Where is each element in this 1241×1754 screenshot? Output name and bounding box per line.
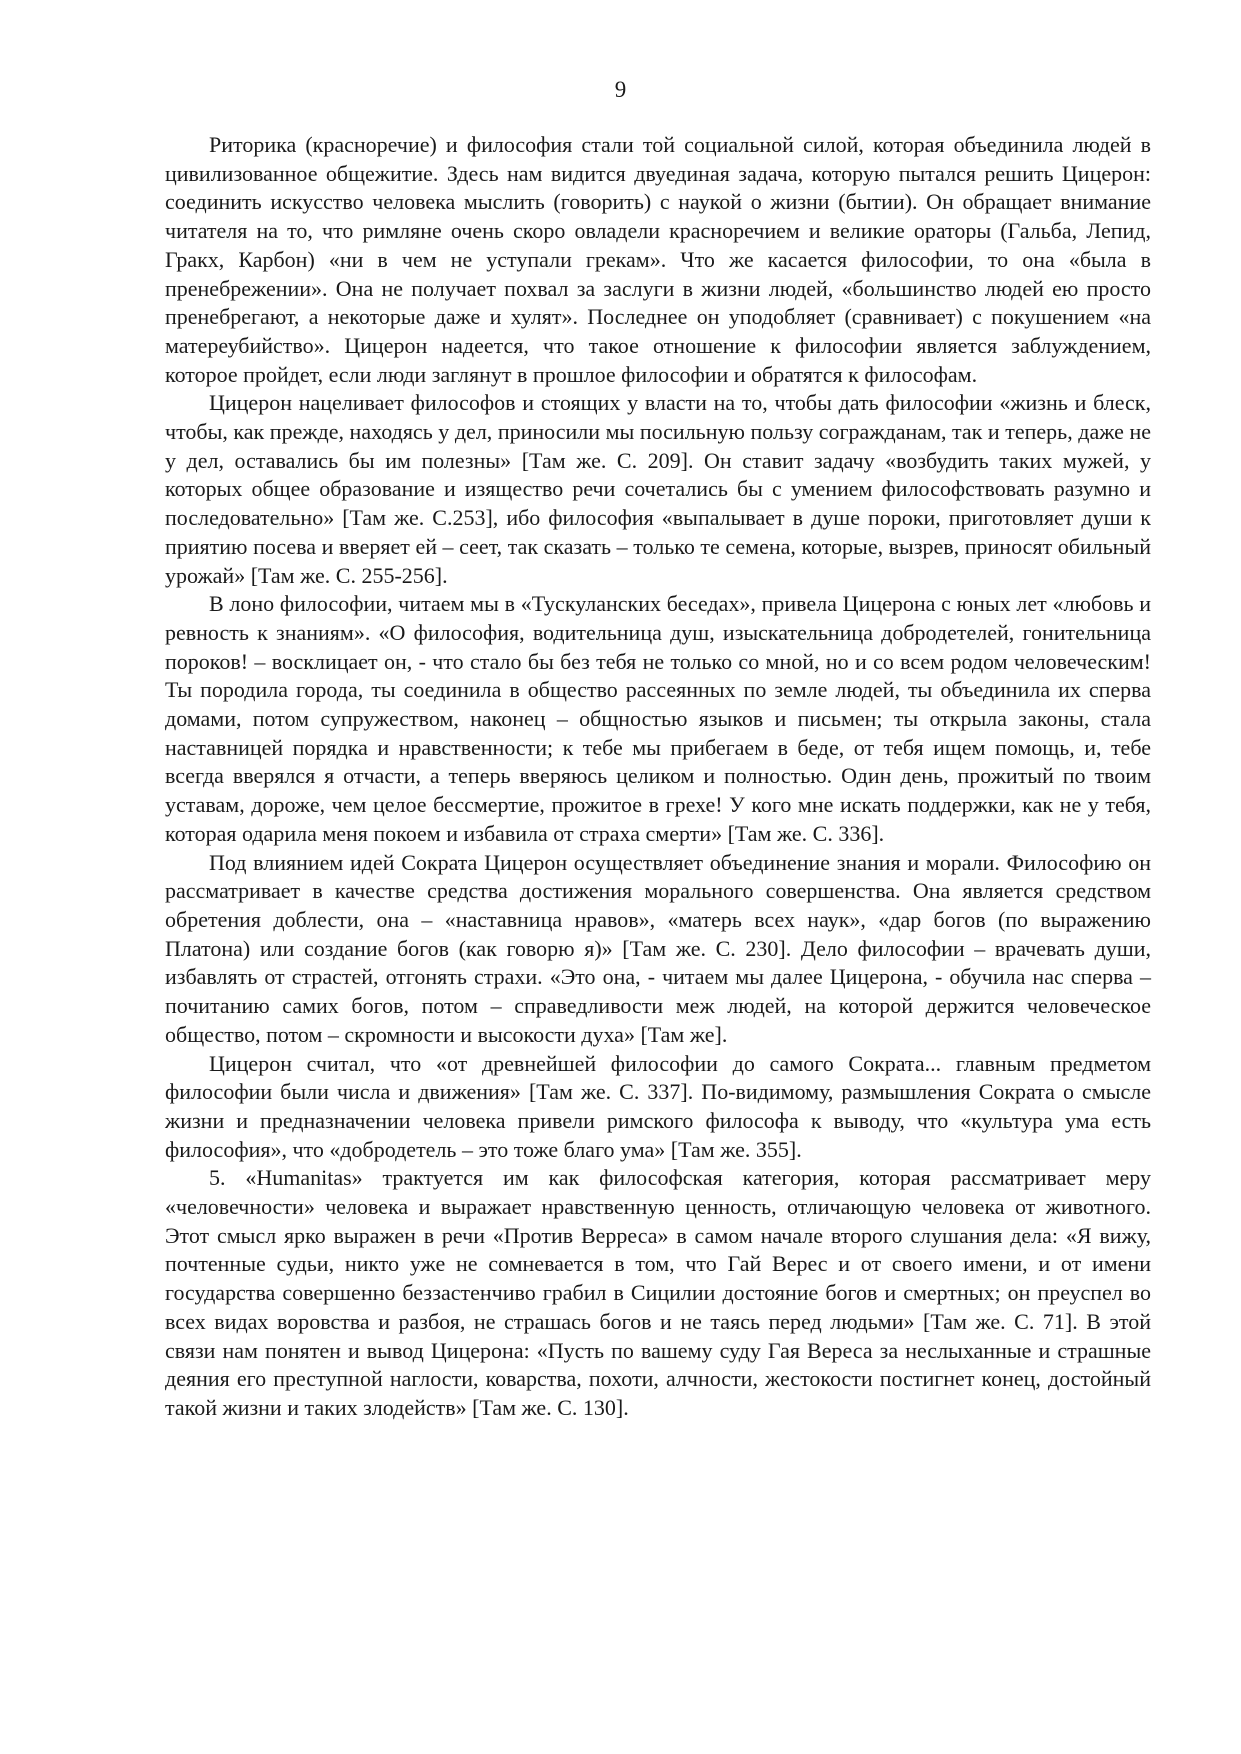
paragraph-rhetoric-and-philosophy: Риторика (красноречие) и философия стали той социальной силой, которая объединила людей в цивилизованное общежитие. Здесь нам видится двуединая задача, которую пытался решить Цицерон: соединить искусство человека мыслить (говорить) с наукой о жизни (бытии). Он обращает внимание читателя на то, что римляне очень скоро овладели красноречием и великие ораторы (Гальба, Лепид, Гракх, Карбон) «ни в чем не уступали грекам». Что же касается философии, то она «была в пренебрежении». Она не получает похвал за заслуги в жизни людей, «большинство людей ею просто пренебрегают, а некоторые даже и хулят». Последнее он уподобляет (сравнивает) с покушением «на матереубийство». Цицерон надеется, что такое отношение к философии является заблуждением, которое пройдет, если люди заглянут в прошлое философии и обратятся к философам.	[165, 132, 1151, 387]
paragraph-socrates-influence: Под влиянием идей Сократа Цицерон осуществляет объединение знания и морали. Философию он рассматривает в качестве средства достижения морального совершенства. Она является средством обретения доблести, она – «наставница нравов», «матерь всех наук», «дар богов (по выражению Платона) или создание богов (как говорю я)» [Там же. С. 230]. Дело философии – врачевать души, избавлять от страстей, отгонять страхи. «Это она, - читаем мы далее Цицерона, - обучила нас сперва – почитанию самих богов, потом – справедливости меж людей, на которой держится человеческое общество, потом – скромности и высокости духа» [Там же].	[165, 849, 1151, 1047]
paragraph-culture-of-mind: Цицерон считал, что «от древнейшей философии до самого Сократа... главным предметом философии были числа и движения» [Там же. С. 337]. По-видимому, размышления Сократа о смысле жизни и предназначении человека привели римского философа к выводу, что «культура ума есть философия», что «добродетель – это тоже благо ума» [Там же. 355].	[165, 1050, 1151, 1162]
paragraph-tusculan-disputations: В лоно философии, читаем мы в «Тускуланских беседах», привела Цицерона с юных лет «любовь и ревность к знаниям». «О философия, водительница душ, изыскательница добродетелей, гонительница пороков! – восклицает он, - что стало бы без тебя не только со мной, но и со всем родом человеческим! Ты породила города, ты соединила в общество рассеянных по земле людей, ты объединила их сперва домами, потом супружеством, наконец – общностью языков и письмен; ты открыла законы, стала наставницей порядка и нравственности; к тебе мы прибегаем в беде, от тебя ищем помощь, и, тебе всегда вверялся я отчасти, а теперь вверяюсь целиком и полностью. Один день, прожитый по твоим уставам, дороже, чем целое бессмертие, прожитое в грехе! У кого мне искать поддержки, как не у тебя, которая одарила меня покоем и избавила от страха смерти» [Там же. С. 336].	[165, 591, 1151, 846]
body-text	[165, 131, 1151, 1423]
page-number: 9	[614, 77, 627, 102]
paragraph-humanitas: 5. «Humanitas» трактуется им как философская категория, которая рассматривает меру «человечности» человека и выражает нравственную ценность, отличающую человека от животного. Этот смысл ярко выражен в речи «Против Верреса» в самом начале второго слушания дела: «Я вижу, почтенные судьи, никто уже не сомневается в том, что Гай Верес и от своего имени, и от имени государства совершенно беззастенчиво грабил в Сицилии достояние богов и смертных; он преуспел во всех видах воровства и разбоя, не страшась богов и не таясь перед людьми» [Там же. С. 71]. В этой связи нам понятен и вывод Цицерона: «Пусть по вашему суду Гая Вереса за неслыханные и страшные деяния его преступной наглости, коварства, похоти, алчности, жестокости постигнет конец, достойный такой жизни и таких злодейств» [Там же. С. 130].	[165, 1165, 1151, 1420]
paragraph-philosophy-life-and-luster: Цицерон нацеливает философов и стоящих у власти на то, чтобы дать философии «жизнь и блеск, чтобы, как прежде, находясь у дел, приносили мы посильную пользу согражданам, так и теперь, даже не у дел, оставались бы им полезны» [Там же. С. 209]. Он ставит задачу «возбудить таких мужей, у которых общее образование и изящество речи сочетались бы с умением философствовать разумно и последовательно» [Там же. С.253], ибо философия «выпалывает в душе пороки, приготовляет души к приятию посева и вверяет ей – сеет, так сказать – только те семена, которые, вызрев, приносят обильный урожай» [Там же. С. 255-256].	[165, 390, 1151, 588]
